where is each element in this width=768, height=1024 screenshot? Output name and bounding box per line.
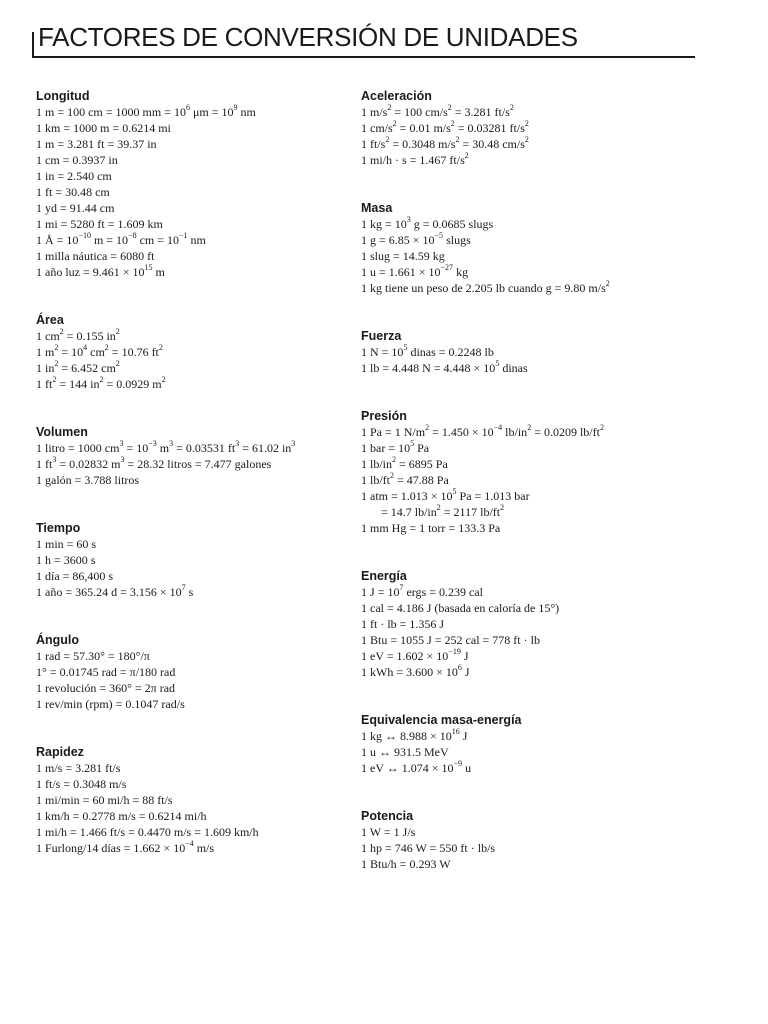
- line-text: 1 kg = 10: [361, 217, 407, 231]
- exponent: 2: [447, 103, 452, 112]
- conversion-line: [361, 664, 681, 680]
- conversion-line: [36, 328, 346, 344]
- line-text: = 0.01 m/s: [396, 121, 451, 135]
- conversion-line: [36, 248, 346, 264]
- section-masa: [361, 200, 681, 296]
- conversion-line: [361, 616, 681, 632]
- line-text: 1 m = 3.281 ft = 39.37 in: [36, 137, 157, 151]
- conversion-line: [36, 648, 346, 664]
- exponent: 2: [115, 359, 120, 368]
- exponent: 2: [464, 151, 469, 160]
- line-text: dinas = 0.2248 lb: [407, 345, 494, 359]
- conversion-lines: [36, 104, 346, 280]
- line-text: = 10: [123, 441, 149, 455]
- conversion-lines: [361, 216, 681, 296]
- line-text: 1 km/h = 0.2778 m/s = 0.6214 mi/h: [36, 809, 207, 823]
- conversion-line: [361, 424, 681, 440]
- line-text: 1 atm = 1.013 × 10: [361, 489, 453, 503]
- title-rule-vertical: [32, 32, 34, 58]
- section-volumen: [36, 424, 346, 488]
- line-text: 1 año = 365.24 d = 3.156 × 10: [36, 585, 182, 599]
- line-text: J: [459, 729, 468, 743]
- exponent: 2: [450, 119, 455, 128]
- exponent: 5: [452, 487, 457, 496]
- line-text: 1 año luz = 9.461 × 10: [36, 265, 145, 279]
- line-text: 1 lb/in: [361, 457, 393, 471]
- exponent: 2: [59, 327, 64, 336]
- line-text: = 3.281 ft/s: [451, 105, 510, 119]
- exponent: 2: [524, 135, 529, 144]
- conversion-lines: [361, 584, 681, 680]
- line-text: 1 litro = 1000 cm: [36, 441, 120, 455]
- line-text: 1 yd = 91.44 cm: [36, 201, 115, 215]
- section-energia: [361, 568, 681, 680]
- section-heading: Tiempo: [36, 521, 81, 535]
- conversion-line: [361, 360, 681, 376]
- line-text: Pa: [414, 441, 430, 455]
- exponent: 2: [436, 503, 441, 512]
- exponent: 6: [457, 663, 462, 672]
- line-text: 1 mi/h · s = 1.467 ft/s: [361, 153, 465, 167]
- line-text: 1 hp = 746 W = 550 ft · lb/s: [361, 841, 496, 855]
- exponent: 2: [392, 119, 397, 128]
- exponent: −19: [448, 647, 461, 656]
- section-tiempo: [36, 520, 346, 600]
- line-text: slugs: [443, 233, 471, 247]
- exponent: 3: [52, 455, 57, 464]
- line-text: nm: [237, 105, 256, 119]
- conversion-line: [361, 824, 681, 840]
- conversion-line: [36, 840, 346, 856]
- line-text: 1 in = 2.540 cm: [36, 169, 112, 183]
- conversion-line: [36, 232, 346, 248]
- exponent: 2: [425, 423, 430, 432]
- line-text: 1 ft/s: [361, 137, 386, 151]
- conversion-line: [361, 216, 681, 232]
- conversion-line: [361, 648, 681, 664]
- line-text: = 28.32 litros = 7.477 galones: [124, 457, 272, 471]
- exponent: −5: [434, 231, 444, 240]
- line-text: 1 m: [36, 345, 55, 359]
- line-text: 1 g = 6.85 × 10: [361, 233, 435, 247]
- conversion-line: [36, 808, 346, 824]
- conversion-line: [361, 472, 681, 488]
- section-area: [36, 312, 346, 392]
- exponent: −3: [148, 439, 157, 448]
- line-text: J: [461, 665, 470, 679]
- conversion-line: [36, 456, 346, 472]
- conversion-line: [36, 200, 346, 216]
- exponent: 2: [54, 359, 59, 368]
- line-text: 1 slug = 14.59 kg: [361, 249, 445, 263]
- line-text: 1 cm: [36, 329, 60, 343]
- section-heading: Aceleración: [361, 89, 432, 103]
- conversion-line: [361, 728, 681, 744]
- line-text: μm = 10: [189, 105, 234, 119]
- conversion-line: [36, 552, 346, 568]
- conversion-line: [36, 120, 346, 136]
- conversion-line: [36, 376, 346, 392]
- conversion-line: [361, 600, 681, 616]
- conversion-line: [36, 792, 346, 808]
- exponent: −9: [453, 759, 463, 768]
- line-text: 1 m = 100 cm = 1000 mm = 10: [36, 105, 186, 119]
- exponent: 2: [524, 119, 529, 128]
- conversion-line: [361, 120, 681, 136]
- line-text: ergs = 0.239 cal: [403, 585, 483, 599]
- conversion-lines: [361, 424, 681, 536]
- conversion-lines: [361, 824, 681, 872]
- conversion-line: [36, 136, 346, 152]
- conversion-line: [361, 584, 681, 600]
- line-text: 1 cal = 4.186 J (basada en caloría de 15°): [361, 601, 560, 615]
- line-text: 1 Btu = 1055 J = 252 cal = 778 ft · lb: [361, 633, 540, 647]
- line-text: = 30.48 cm/s: [459, 137, 525, 151]
- line-text: kg: [453, 265, 469, 279]
- conversion-line: [361, 744, 681, 760]
- conversion-lines: [36, 440, 346, 488]
- line-text: m = 10: [90, 233, 129, 247]
- conversion-line: [361, 248, 681, 264]
- section-heading: Área: [36, 313, 64, 327]
- line-text: = 0.0929 m: [103, 377, 162, 391]
- exponent: 2: [104, 343, 109, 352]
- exponent: 2: [527, 423, 532, 432]
- section-rapidez: [36, 744, 346, 856]
- exponent: 4: [83, 343, 88, 352]
- line-text: 1 mi = 5280 ft = 1.609 km: [36, 217, 163, 231]
- conversion-line: [36, 152, 346, 168]
- exponent: 2: [509, 103, 514, 112]
- section-heading: Ángulo: [36, 633, 80, 647]
- conversion-line: [361, 632, 681, 648]
- line-text: 1 rad = 57.30° = 180°/π: [36, 649, 150, 663]
- line-text: m: [156, 441, 170, 455]
- right-column: [361, 88, 681, 872]
- conversion-line: [361, 232, 681, 248]
- section-potencia: [361, 808, 681, 872]
- section-angulo: [36, 632, 346, 712]
- line-text: J: [460, 649, 469, 663]
- line-text: = 0.155 in: [63, 329, 116, 343]
- conversion-lines: [36, 760, 346, 856]
- line-text: 1 cm = 0.3937 in: [36, 153, 118, 167]
- line-text: 1 u ↔ 931.5 MeV: [361, 745, 449, 759]
- exponent: 5: [495, 359, 500, 368]
- exponent: 2: [115, 327, 120, 336]
- line-text: m: [152, 265, 165, 279]
- conversion-line: [36, 568, 346, 584]
- conversion-line: [36, 344, 346, 360]
- line-text: 1 Furlong/14 días = 1.662 × 10: [36, 841, 186, 855]
- line-text: = 61.02 in: [239, 441, 292, 455]
- conversion-line: [361, 344, 681, 360]
- section-heading: Rapidez: [36, 745, 84, 759]
- left-column: [36, 88, 346, 856]
- exponent: 2: [54, 343, 59, 352]
- line-text: 1 eV = 1.602 × 10: [361, 649, 449, 663]
- exponent: 3: [235, 439, 240, 448]
- exponent: 2: [390, 471, 394, 480]
- line-text: lb/in: [502, 425, 528, 439]
- section-aceleracion: [361, 88, 681, 168]
- line-text: = 0.03281 ft/s: [454, 121, 525, 135]
- line-text: Pa = 1.013 bar: [456, 489, 530, 503]
- exponent: −27: [440, 263, 454, 272]
- section-equivalencia: [361, 712, 681, 776]
- line-text: cm: [87, 345, 105, 359]
- exponent: 2: [599, 423, 604, 432]
- conversion-line: [36, 680, 346, 696]
- line-text: nm: [187, 233, 206, 247]
- exponent: 16: [451, 727, 460, 736]
- line-text: = 0.02832 m: [56, 457, 121, 471]
- exponent: 7: [399, 583, 404, 592]
- line-text: = 0.0209 lb/ft: [531, 425, 600, 439]
- conversion-line: [361, 856, 681, 872]
- line-text: 1 m/s = 3.281 ft/s: [36, 761, 121, 775]
- conversion-line: [36, 536, 346, 552]
- line-text: 1 lb = 4.448 N = 4.448 × 10: [361, 361, 496, 375]
- line-text: = 0.03531 ft: [173, 441, 236, 455]
- line-text: 1 km = 1000 m = 0.6214 mi: [36, 121, 171, 135]
- section-fuerza: [361, 328, 681, 376]
- title-rule-horizontal: [32, 56, 695, 58]
- exponent: 2: [392, 455, 397, 464]
- exponent: −4: [493, 423, 503, 432]
- exponent: −1: [179, 231, 188, 240]
- exponent: −4: [185, 839, 194, 848]
- line-text: 1 bar = 10: [361, 441, 411, 455]
- section-heading: Masa: [361, 201, 393, 215]
- line-text: = 6.452 cm: [58, 361, 116, 375]
- line-text: 1 Pa = 1 N/m: [361, 425, 426, 439]
- line-text: 1 N = 10: [361, 345, 404, 359]
- conversion-lines: [361, 104, 681, 168]
- line-text: = 144 in: [56, 377, 100, 391]
- line-text: 1 galón = 3.788 litros: [36, 473, 140, 487]
- line-text: = 100 cm/s: [391, 105, 448, 119]
- line-text: 1 m/s: [361, 105, 388, 119]
- line-text: = 10.76 ft: [108, 345, 159, 359]
- exponent: 15: [144, 263, 153, 272]
- exponent: −8: [128, 231, 137, 240]
- line-text: 1 h = 3600 s: [36, 553, 96, 567]
- line-text: u: [462, 761, 472, 775]
- line-text: 1 ft: [36, 377, 53, 391]
- conversion-lines: [36, 536, 346, 600]
- exponent: 5: [410, 439, 415, 448]
- line-text: = 6895 Pa: [396, 457, 448, 471]
- conversion-line: [36, 168, 346, 184]
- line-text: 1 min = 60 s: [36, 537, 97, 551]
- exponent: −10: [78, 231, 91, 240]
- line-text: 1 mm Hg = 1 torr = 133.3 Pa: [361, 521, 501, 535]
- exponent: 3: [291, 439, 296, 448]
- section-heading: Potencia: [361, 809, 414, 823]
- conversion-line: [36, 824, 346, 840]
- conversion-line: [36, 184, 346, 200]
- conversion-line: [361, 104, 681, 120]
- section-heading: Presión: [361, 409, 407, 423]
- conversion-lines: [361, 728, 681, 776]
- exponent: 7: [181, 583, 186, 592]
- line-text: cm = 10: [136, 233, 180, 247]
- section-heading: Longitud: [36, 89, 90, 103]
- exponent: 5: [403, 343, 408, 352]
- line-text: 1 día = 86,400 s: [36, 569, 114, 583]
- line-text: 1 cm/s: [361, 121, 393, 135]
- section-heading: Fuerza: [361, 329, 402, 343]
- line-text: = 10: [58, 345, 84, 359]
- line-text: 1 eV ↔ 1.074 × 10: [361, 761, 454, 775]
- line-text: 1 u = 1.661 × 10: [361, 265, 441, 279]
- line-text: 1 ft/s = 0.3048 m/s: [36, 777, 127, 791]
- conversion-line: [361, 488, 681, 504]
- conversion-line: [36, 264, 346, 280]
- section-heading: Equivalencia masa-energía: [361, 713, 522, 727]
- page-title: FACTORES DE CONVERSIÓN DE UNIDADES: [38, 22, 578, 52]
- line-text: 1 mi/min = 60 mi/h = 88 ft/s: [36, 793, 173, 807]
- line-text: = 2117 lb/ft: [440, 505, 501, 519]
- exponent: 9: [233, 103, 238, 112]
- exponent: 3: [120, 455, 125, 464]
- exponent: 2: [99, 375, 104, 384]
- exponent: 3: [169, 439, 174, 448]
- conversion-line: [361, 760, 681, 776]
- line-text: 1 kg ↔ 8.988 × 10: [361, 729, 452, 743]
- conversion-line: [361, 440, 681, 456]
- exponent: 2: [387, 103, 392, 112]
- conversion-lines: [36, 328, 346, 392]
- conversion-line: [361, 840, 681, 856]
- line-text: 1 W = 1 J/s: [361, 825, 416, 839]
- conversion-line: [36, 360, 346, 376]
- conversion-line: [361, 520, 681, 536]
- line-text: = 1.450 × 10: [429, 425, 494, 439]
- exponent: 2: [605, 279, 610, 288]
- line-text: = 0.3048 m/s: [389, 137, 456, 151]
- conversion-line: [36, 776, 346, 792]
- line-text: 1 Å = 10: [36, 233, 79, 247]
- conversion-line: [361, 456, 681, 472]
- line-text: 1 in: [36, 361, 55, 375]
- section-heading: Energía: [361, 569, 407, 583]
- exponent: 2: [385, 135, 390, 144]
- exponent: 6: [185, 103, 190, 112]
- conversion-line: [36, 760, 346, 776]
- line-text: dinas: [499, 361, 528, 375]
- line-text: s: [185, 585, 194, 599]
- line-text: 1° = 0.01745 rad = π/180 rad: [36, 665, 176, 679]
- exponent: 2: [158, 343, 163, 352]
- section-presion: [361, 408, 681, 536]
- conversion-lines: [361, 344, 681, 376]
- exponent: 3: [406, 215, 411, 224]
- line-text: g = 0.0685 slugs: [410, 217, 494, 231]
- conversion-line: [361, 152, 681, 168]
- conversion-line: [36, 584, 346, 600]
- line-text: 1 ft = 30.48 cm: [36, 185, 110, 199]
- line-text: = 47.88 Pa: [394, 473, 449, 487]
- line-text: 1 J = 10: [361, 585, 400, 599]
- line-text: 1 kWh = 3.600 × 10: [361, 665, 458, 679]
- conversion-line: [36, 696, 346, 712]
- exponent: 2: [161, 375, 166, 384]
- line-text: 1 ft · lb = 1.356 J: [361, 617, 445, 631]
- line-text: 1 rev/min (rpm) = 0.1047 rad/s: [36, 697, 185, 711]
- line-text: 1 kg tiene un peso de 2.205 lb cuando g = 9.80 m/s: [361, 281, 606, 295]
- conversion-line: [361, 504, 681, 520]
- conversion-line: [36, 104, 346, 120]
- line-text: m/s: [193, 841, 215, 855]
- conversion-lines: [36, 648, 346, 712]
- exponent: 2: [52, 375, 57, 384]
- exponent: 2: [500, 503, 505, 512]
- section-heading: Volumen: [36, 425, 88, 439]
- exponent: 3: [119, 439, 124, 448]
- conversion-line: [361, 136, 681, 152]
- section-longitud: [36, 88, 346, 280]
- conversion-line: [361, 264, 681, 280]
- line-text: 1 ft: [36, 457, 53, 471]
- line-text: 1 mi/h = 1.466 ft/s = 0.4470 m/s = 1.609 km/h: [36, 825, 259, 839]
- conversion-line: [36, 440, 346, 456]
- exponent: 2: [455, 135, 460, 144]
- conversion-line: [36, 216, 346, 232]
- line-text: 1 Btu/h = 0.293 W: [361, 857, 451, 871]
- conversion-line: [361, 280, 681, 296]
- line-text: 1 lb/ft: [361, 473, 390, 487]
- line-text: = 14.7 lb/in: [381, 505, 437, 519]
- line-text: 1 milla náutica = 6080 ft: [36, 249, 155, 263]
- line-text: 1 revolución = 360° = 2π rad: [36, 681, 176, 695]
- conversion-line: [36, 664, 346, 680]
- conversion-line: [36, 472, 346, 488]
